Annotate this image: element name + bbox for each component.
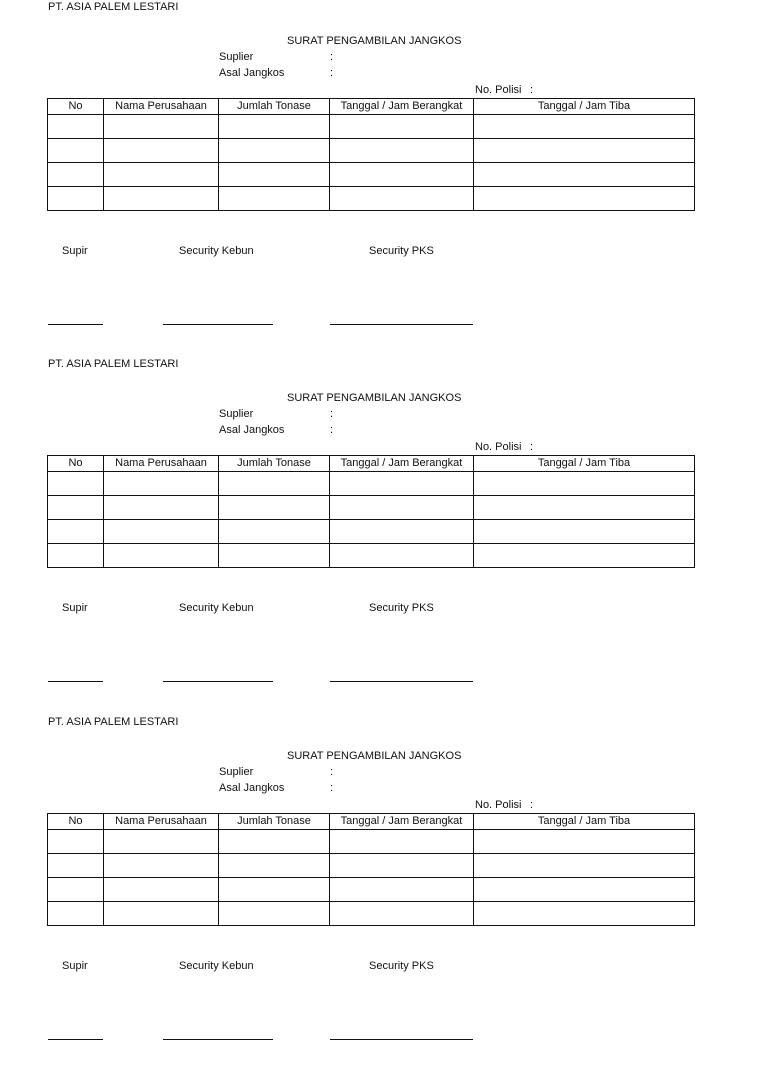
signature-line-security-kebun — [163, 681, 273, 682]
asal-jangkos-label: Asal Jangkos — [219, 67, 285, 79]
table-row — [48, 115, 695, 139]
table-cell[interactable] — [48, 139, 104, 163]
table-cell[interactable] — [474, 115, 695, 139]
col-header-jumlah-tonase: Jumlah Tonase — [219, 814, 330, 830]
col-header-jumlah-tonase: Jumlah Tonase — [219, 456, 330, 472]
table-cell[interactable] — [330, 163, 474, 187]
table-cell[interactable] — [48, 187, 104, 211]
table-cell[interactable] — [219, 163, 330, 187]
table-cell[interactable] — [330, 115, 474, 139]
form-1 — [0, 0, 768, 358]
table-cell[interactable] — [48, 878, 104, 902]
company-name: PT. ASIA PALEM LESTARI — [48, 716, 179, 728]
asal-jangkos-label: Asal Jangkos — [219, 782, 285, 794]
signature-label-security-pks: Security PKS — [369, 960, 434, 972]
table-cell[interactable] — [474, 830, 695, 854]
asal-jangkos-colon: : — [330, 67, 334, 79]
signature-line-supir — [48, 324, 103, 325]
table-cell[interactable] — [330, 878, 474, 902]
table-cell[interactable] — [219, 520, 330, 544]
form-3 — [0, 715, 768, 1073]
col-header-berangkat: Tanggal / Jam Berangkat — [330, 814, 474, 830]
table-cell[interactable] — [48, 472, 104, 496]
table-cell[interactable] — [330, 496, 474, 520]
table-cell[interactable] — [219, 854, 330, 878]
no-polisi-label: No. Polisi — [475, 441, 522, 453]
signature-line-security-pks — [330, 681, 473, 682]
table-row — [48, 139, 695, 163]
table-cell[interactable] — [48, 544, 104, 568]
signature-label-supir: Supir — [62, 245, 88, 257]
col-header-tiba: Tanggal / Jam Tiba — [474, 814, 695, 830]
table-cell[interactable] — [104, 902, 219, 926]
signature-label-security-pks: Security PKS — [369, 602, 434, 614]
table-cell[interactable] — [104, 115, 219, 139]
table-row — [48, 902, 695, 926]
suplier-colon: : — [330, 408, 334, 420]
table-header-row — [48, 456, 695, 472]
table-cell[interactable] — [330, 139, 474, 163]
table-row — [48, 472, 695, 496]
table-cell[interactable] — [474, 187, 695, 211]
table-row — [48, 878, 695, 902]
table-cell[interactable] — [330, 854, 474, 878]
table-cell[interactable] — [48, 163, 104, 187]
table-cell[interactable] — [48, 854, 104, 878]
table-cell[interactable] — [474, 163, 695, 187]
form-title: SURAT PENGAMBILAN JANGKOS — [287, 750, 462, 762]
table-row — [48, 496, 695, 520]
no-polisi-label: No. Polisi — [475, 799, 522, 811]
table-row — [48, 830, 695, 854]
col-header-tiba: Tanggal / Jam Tiba — [474, 456, 695, 472]
delivery-table — [47, 813, 695, 926]
suplier-colon: : — [330, 51, 334, 63]
table-cell[interactable] — [219, 902, 330, 926]
table-cell[interactable] — [104, 187, 219, 211]
form-title: SURAT PENGAMBILAN JANGKOS — [287, 392, 462, 404]
company-name: PT. ASIA PALEM LESTARI — [48, 1, 179, 13]
table-row — [48, 544, 695, 568]
no-polisi-colon: : — [530, 84, 534, 96]
suplier-label: Suplier — [219, 51, 254, 63]
col-header-no: No — [48, 456, 104, 472]
col-header-nama-perusahaan: Nama Perusahaan — [104, 99, 219, 115]
table-cell[interactable] — [219, 544, 330, 568]
col-header-jumlah-tonase: Jumlah Tonase — [219, 99, 330, 115]
col-header-no: No — [48, 814, 104, 830]
table-cell[interactable] — [219, 187, 330, 211]
table-cell[interactable] — [474, 472, 695, 496]
table-row — [48, 187, 695, 211]
table-cell[interactable] — [330, 830, 474, 854]
table-cell[interactable] — [104, 878, 219, 902]
asal-jangkos-label: Asal Jangkos — [219, 424, 285, 436]
table-row — [48, 520, 695, 544]
signature-line-security-pks — [330, 1039, 473, 1040]
suplier-label: Suplier — [219, 408, 254, 420]
table-cell[interactable] — [104, 496, 219, 520]
table-cell[interactable] — [330, 520, 474, 544]
col-header-no: No — [48, 99, 104, 115]
signature-line-supir — [48, 1039, 103, 1040]
signature-label-security-kebun: Security Kebun — [179, 960, 254, 972]
table-cell[interactable] — [219, 139, 330, 163]
table-cell[interactable] — [330, 902, 474, 926]
table-cell[interactable] — [104, 520, 219, 544]
suplier-colon: : — [330, 766, 334, 778]
col-header-berangkat: Tanggal / Jam Berangkat — [330, 99, 474, 115]
signature-line-security-kebun — [163, 1039, 273, 1040]
form-2 — [0, 357, 768, 715]
table-cell[interactable] — [48, 496, 104, 520]
delivery-table — [47, 455, 695, 568]
table-cell[interactable] — [219, 830, 330, 854]
table-cell[interactable] — [330, 544, 474, 568]
signature-line-supir — [48, 681, 103, 682]
table-cell[interactable] — [474, 139, 695, 163]
table-cell[interactable] — [219, 878, 330, 902]
table-cell[interactable] — [219, 115, 330, 139]
signature-label-supir: Supir — [62, 960, 88, 972]
table-cell[interactable] — [330, 472, 474, 496]
no-polisi-label: No. Polisi — [475, 84, 522, 96]
table-cell[interactable] — [48, 830, 104, 854]
col-header-nama-perusahaan: Nama Perusahaan — [104, 814, 219, 830]
table-cell[interactable] — [104, 163, 219, 187]
table-cell[interactable] — [330, 187, 474, 211]
table-header-row — [48, 99, 695, 115]
table-cell[interactable] — [474, 520, 695, 544]
table-cell[interactable] — [474, 496, 695, 520]
company-name: PT. ASIA PALEM LESTARI — [48, 358, 179, 370]
col-header-berangkat: Tanggal / Jam Berangkat — [330, 456, 474, 472]
signature-label-supir: Supir — [62, 602, 88, 614]
table-cell[interactable] — [474, 878, 695, 902]
table-cell[interactable] — [104, 830, 219, 854]
signature-label-security-kebun: Security Kebun — [179, 245, 254, 257]
table-cell[interactable] — [104, 139, 219, 163]
table-cell[interactable] — [474, 544, 695, 568]
table-cell[interactable] — [104, 472, 219, 496]
table-cell[interactable] — [104, 854, 219, 878]
table-header-row — [48, 814, 695, 830]
table-cell[interactable] — [104, 544, 219, 568]
asal-jangkos-colon: : — [330, 424, 334, 436]
signature-label-security-pks: Security PKS — [369, 245, 434, 257]
table-cell[interactable] — [474, 902, 695, 926]
signature-label-security-kebun: Security Kebun — [179, 602, 254, 614]
col-header-nama-perusahaan: Nama Perusahaan — [104, 456, 219, 472]
table-cell[interactable] — [474, 854, 695, 878]
table-row — [48, 163, 695, 187]
table-row — [48, 854, 695, 878]
no-polisi-colon: : — [530, 799, 534, 811]
asal-jangkos-colon: : — [330, 782, 334, 794]
signature-line-security-kebun — [163, 324, 273, 325]
table-cell[interactable] — [48, 115, 104, 139]
table-cell[interactable] — [48, 520, 104, 544]
table-cell[interactable] — [219, 496, 330, 520]
no-polisi-colon: : — [530, 441, 534, 453]
table-cell[interactable] — [48, 902, 104, 926]
form-title: SURAT PENGAMBILAN JANGKOS — [287, 35, 462, 47]
suplier-label: Suplier — [219, 766, 254, 778]
table-cell[interactable] — [219, 472, 330, 496]
signature-line-security-pks — [330, 324, 473, 325]
delivery-table — [47, 98, 695, 211]
col-header-tiba: Tanggal / Jam Tiba — [474, 99, 695, 115]
